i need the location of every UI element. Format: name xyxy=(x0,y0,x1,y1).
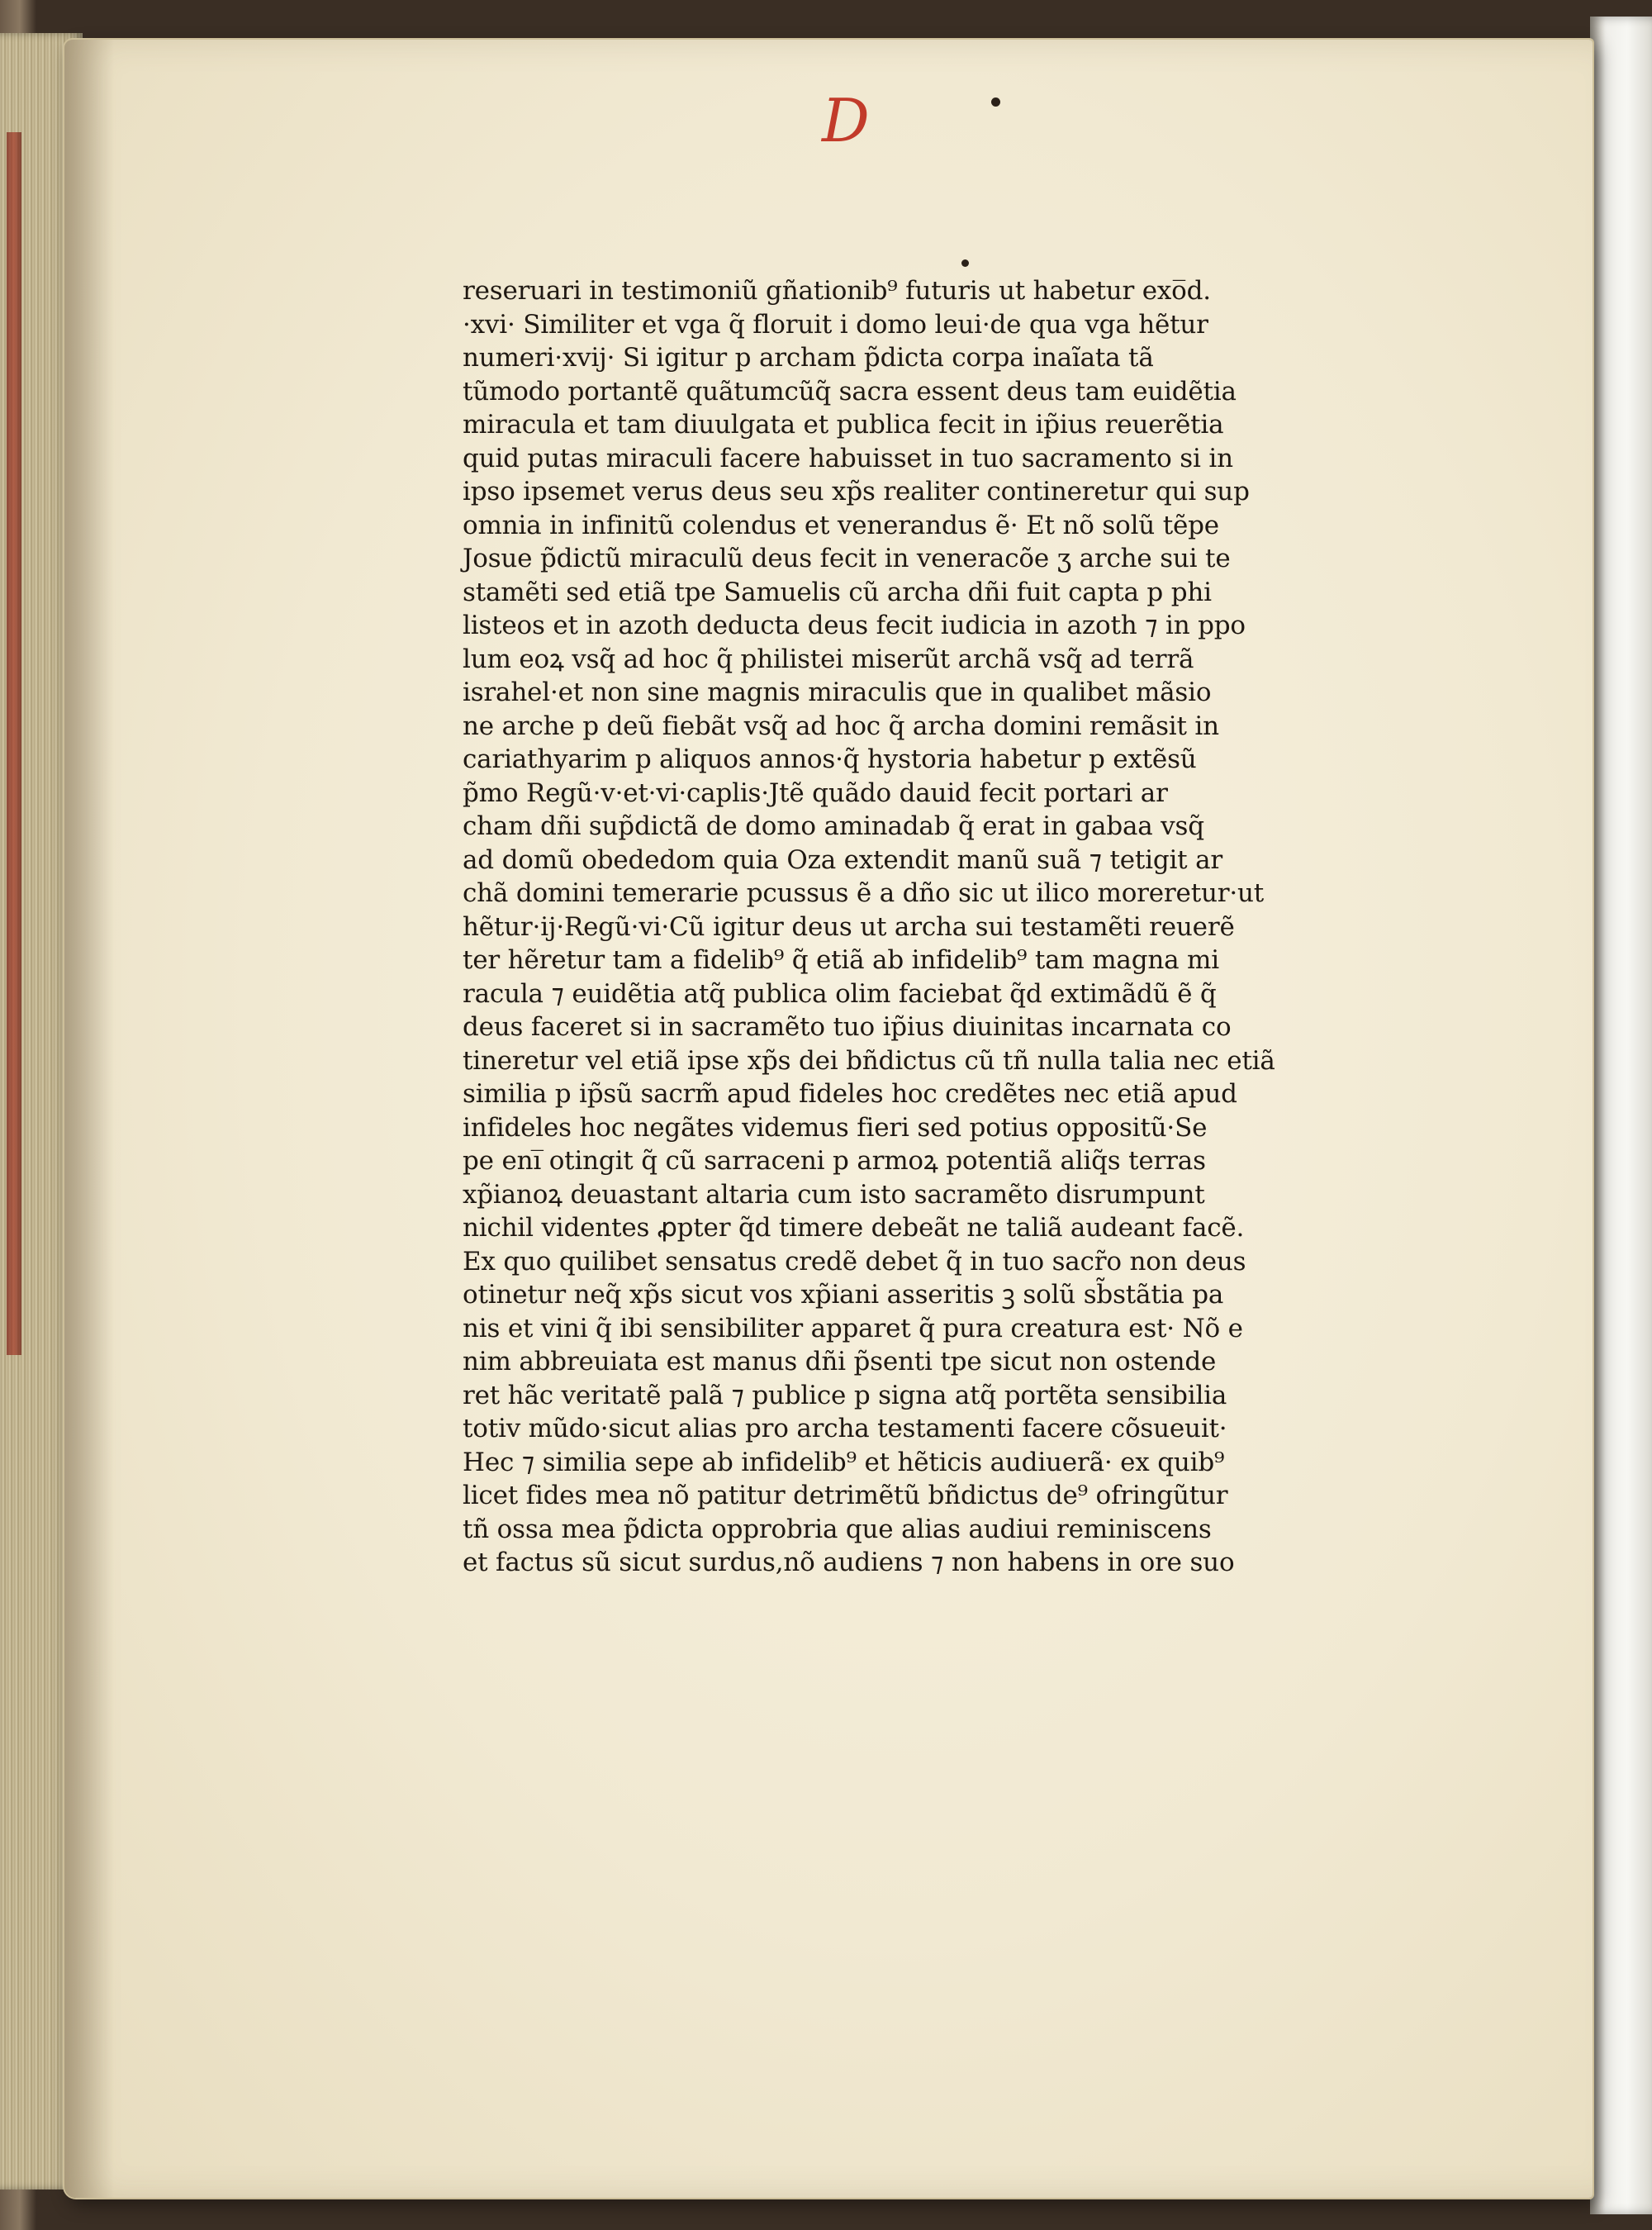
text-line: ·xvi· Similiter et vga q̃ floruit i domo leui·de qua vga hẽtur xyxy=(463,309,1208,340)
text-line: tineretur vel etiã ipse xp̃s dei bñdictus cũ tñ nulla talia nec etiã xyxy=(463,1045,1275,1076)
text-line: ipso ipsemet verus deus seu xp̃s realiter contineretur qui sup xyxy=(463,477,1250,506)
text-line: listeos et in azoth deducta deus fecit iudicia in azoth ⁊ in ppo xyxy=(463,611,1246,640)
text-line: pe eni̅ otingit q̃ cũ sarraceni p armoꝝ potentiã aliq̃s terras xyxy=(463,1146,1206,1176)
text-line: omnia in infinitũ colendus et venerandus ẽ· Et nõ solũ tẽpe xyxy=(463,510,1219,540)
text-line: Ex quo quilibet sensatus credẽ debet q̃ in tuo sacr̃o non deus xyxy=(463,1246,1246,1277)
text-line: stamẽti sed etiã tpe Samuelis cũ archa dñi fuit capta p phi xyxy=(463,577,1212,607)
text-line: licet fides mea nõ patitur detrimẽtũ bñdictus de⁹ ofringũtur xyxy=(463,1481,1228,1510)
text-line: otinetur neq̃ xp̃s sicut vos xp̃iani asseritis ꝫ solũ sb̃stãtia pa xyxy=(463,1280,1224,1310)
text-line: Josue p̃dictũ miraculũ deus fecit in veneracõe ʒ arche sui te xyxy=(463,544,1231,573)
text-line: et factus sũ sicut surdus,nõ audiens ⁊ non habens in ore suo xyxy=(463,1548,1235,1577)
text-line: ad domũ obededom quia Oza extendit manũ suã ⁊ tetigit ar xyxy=(463,844,1222,875)
ink-dot-above-text xyxy=(961,259,969,267)
text-line: tñ ossa mea p̃dicta opprobria que alias audiui reminiscens xyxy=(463,1514,1212,1544)
text-line: similia p ip̃sũ sacrm̃ apud fideles hoc credẽtes nec etiã apud xyxy=(463,1079,1237,1109)
text-line: racula ⁊ euidẽtia atq̃ publica olim faciebat q̃d extimãdũ ẽ q̃ xyxy=(463,978,1217,1009)
text-column xyxy=(463,274,1330,1580)
text-line: hẽtur·ij·Regũ·vi·Cũ igitur deus ut archa sui testamẽti reuerẽ xyxy=(463,911,1235,942)
text-line: numeri·xvij· Si igitur p archam p̃dicta corpa inaĩata tã xyxy=(463,343,1154,373)
text-line: tũmodo portantẽ quãtumcũq̃ sacra essent deus tam euidẽtia xyxy=(463,376,1237,407)
text-line: p̃mo Regũ·v·et·vi·caplis·Jtẽ quãdo dauid fecit portari ar xyxy=(463,777,1168,808)
text-line: israhel·et non sine magnis miraculis que in qualibet mãsio xyxy=(463,678,1212,707)
text-line: quid putas miraculi facere habuisset in tuo sacramento si in xyxy=(463,443,1233,473)
text-line: miracula et tam diuulgata et publica fecit in ip̃ius reuerẽtia xyxy=(463,410,1224,440)
text-line: chã domini temerarie pcussus ẽ a dño sic ut ilico moreretur·ut xyxy=(463,878,1265,908)
text-line: ter hẽretur tam a fidelib⁹ q̃ etiã ab infidelib⁹ tam magna mi xyxy=(463,945,1219,975)
rubricated-page-mark: D xyxy=(822,86,870,155)
text-line: xp̃ianoꝝ deuastant altaria cum isto sacramẽto disrumpunt xyxy=(463,1179,1205,1210)
text-line: nim abbreuiata est manus dñi p̃senti tpe sicut non ostende xyxy=(463,1347,1217,1377)
text-line: deus faceret si in sacramẽto tuo ip̃ius diuinitas incarnata co xyxy=(463,1012,1232,1042)
binding-edge xyxy=(7,132,21,1355)
ink-dot-top xyxy=(991,97,1000,107)
next-page-edge xyxy=(1590,17,1652,2214)
text-line: cariathyarim p aliquos annos·q̃ hystoria habetur p extẽsũ xyxy=(463,744,1197,774)
text-line: ret hãc veritatẽ palã ⁊ publice p signa atq̃ portẽta sensibilia xyxy=(463,1380,1227,1410)
text-line: nichil videntes ꝓpter q̃d timere debeãt ne taliã audeant facẽ. xyxy=(463,1213,1245,1243)
text-line: reseruari in testimoniũ gñationib⁹ futuris ut habetur exo̅d. xyxy=(463,276,1211,306)
text-line: totiv mũdo·sicut alias pro archa testamenti facere cõsueuit· xyxy=(463,1414,1227,1443)
text-line: infideles hoc negãtes videmus fieri sed potius oppositũ·Se xyxy=(463,1112,1208,1143)
text-line: ne arche p deũ fiebãt vsq̃ ad hoc q̃ archa domini remãsit in xyxy=(463,711,1219,741)
text-line: lum eoꝝ vsq̃ ad hoc q̃ philistei miserũt archã vsq̃ ad terrã xyxy=(463,644,1194,674)
text-line: cham dñi sup̃dictã de domo aminadab q̃ erat in gabaa vsq̃ xyxy=(463,811,1204,841)
text-line: Hec ⁊ similia sepe ab infidelib⁹ et hẽticis audiuerã· ex quib⁹ xyxy=(463,1447,1225,1477)
gutter-shadow xyxy=(64,40,114,2198)
text-line: nis et vini q̃ ibi sensibiliter apparet q̃ pura creatura est· Nõ e xyxy=(463,1313,1243,1343)
